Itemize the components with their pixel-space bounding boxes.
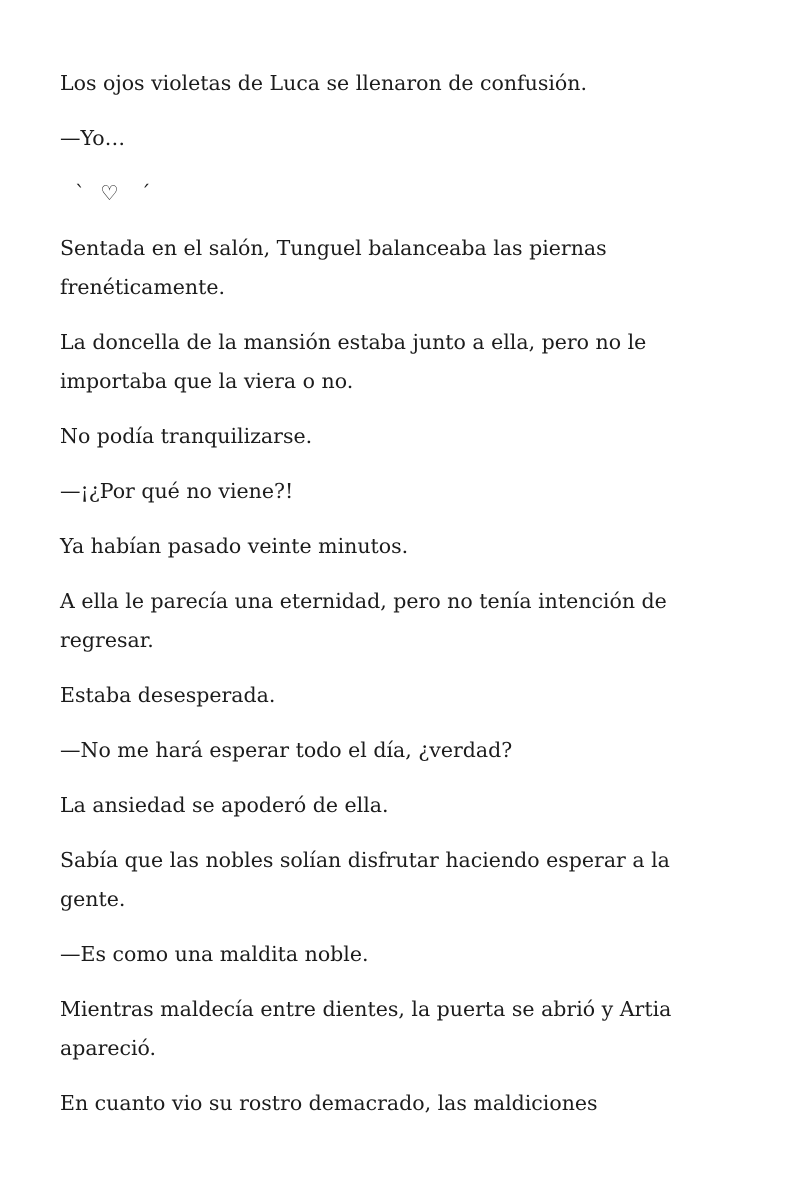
paragraph: —No me hará esperar todo el día, ¿verdad? <box>60 738 513 762</box>
paragraph: No podía tranquilizarse. <box>60 424 313 448</box>
paragraph: Sentada en el salón, Tunguel balanceaba las piernas frenéticamente. <box>60 236 607 299</box>
paragraph: Estaba desesperada. <box>60 683 276 707</box>
paragraph: La doncella de la mansión estaba junto a ella, pero no le importaba que la viera o no. <box>60 330 647 393</box>
paragraph: La ansiedad se apoderó de ella. <box>60 793 389 817</box>
paragraph: Mientras maldecía entre dientes, la puerta se abrió y Artia apareció. <box>60 997 672 1060</box>
paragraph: —Yo… <box>60 126 126 150</box>
paragraph: En cuanto vio su rostro demacrado, las maldiciones <box>60 1091 598 1115</box>
paragraph: Los ojos violetas de Luca se llenaron de confusión. <box>60 71 587 95</box>
paragraph: —Es como una maldita noble. <box>60 942 369 966</box>
paragraph: Sabía que las nobles solían disfrutar haciendo esperar a la gente. <box>60 848 670 911</box>
paragraph: A ella le parecía una eternidad, pero no tenía intención de regresar. <box>60 589 667 652</box>
paragraph: Ya habían pasado veinte minutos. <box>60 534 409 558</box>
paragraph: —¡¿Por qué no viene?! <box>60 479 294 503</box>
document-body <box>60 64 740 1139</box>
scene-break-ornament: ⠀`⠀♡ ⠀´⠀ <box>60 181 166 205</box>
